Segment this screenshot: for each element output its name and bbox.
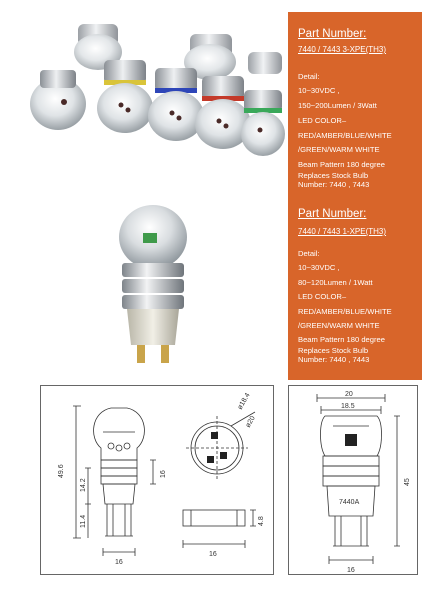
beam-pattern-1: Beam Pattern 180 degree	[298, 160, 385, 169]
technical-drawing-front	[288, 385, 418, 575]
technical-drawing-side-and-top	[40, 385, 274, 575]
dim-small-height: 4.8	[258, 516, 265, 526]
replaces-line2-2: Number: 7440 , 7443	[298, 355, 370, 364]
colors-line2-2: /GREEN/WARM WHITE	[298, 321, 380, 330]
bulb-photo-3	[148, 68, 204, 141]
bulb-photo-5	[241, 90, 285, 156]
dim-top-width: 20	[345, 391, 353, 398]
voltage-2: 10~30VDC ,	[298, 263, 340, 272]
dim-base-height: 11.4	[80, 514, 87, 528]
detail-label-1: Detail:	[298, 72, 320, 81]
led-color-label-1: LED COLOR–	[298, 116, 347, 125]
voltage-1: 10~30VDC ,	[298, 86, 340, 95]
dim-diameter-inner: ø20	[244, 415, 257, 429]
dim-height: 45	[404, 478, 411, 486]
model-label: 7440A	[339, 499, 360, 506]
replaces-line2-1: Number: 7440 , 7443	[298, 180, 370, 189]
dim-bottom-width: 16	[347, 567, 355, 574]
part-number-value-2: 7440 / 7443 1-XPE(TH3)	[298, 227, 387, 236]
part-number-title-2: Part Number:	[298, 208, 367, 220]
dim-side-height: 16	[160, 470, 167, 478]
bulb-photo-back-3	[248, 52, 282, 74]
part-number-value-1: 7440 / 7443 3-XPE(TH3)	[298, 45, 387, 54]
spec-panel	[288, 12, 422, 380]
part-number-title-1: Part Number:	[298, 28, 367, 40]
dim-diameter-outer: ø18.4	[236, 391, 252, 411]
dim-inner-width: 18.5	[341, 403, 355, 410]
colors-line1-1: RED/AMBER/BLUE/WHITE	[298, 131, 392, 140]
single-bulb-photo	[95, 195, 210, 370]
dim-width-bottom: 16	[115, 559, 123, 566]
dim-overall-height: 49.6	[58, 464, 65, 478]
bulb-photo-1	[30, 70, 86, 130]
led-color-label-2: LED COLOR–	[298, 292, 347, 301]
colors-line1-2: RED/AMBER/BLUE/WHITE	[298, 307, 392, 316]
replaces-line1-2: Replaces Stock Bulb	[298, 346, 369, 355]
dim-middle-height: 14.2	[80, 478, 87, 492]
lumen-power-1: 150~200Lumen / 3Watt	[298, 101, 377, 110]
product-group-photo	[20, 12, 285, 162]
colors-line2-1: /GREEN/WARM WHITE	[298, 145, 380, 154]
bulb-photo-2	[97, 60, 153, 133]
detail-label-2: Detail:	[298, 249, 320, 258]
beam-pattern-2: Beam Pattern 180 degree	[298, 335, 385, 344]
replaces-line1-1: Replaces Stock Bulb	[298, 171, 369, 180]
dim-width-bottom-2: 16	[209, 551, 217, 558]
lumen-power-2: 80~120Lumen / 1Watt	[298, 278, 373, 287]
